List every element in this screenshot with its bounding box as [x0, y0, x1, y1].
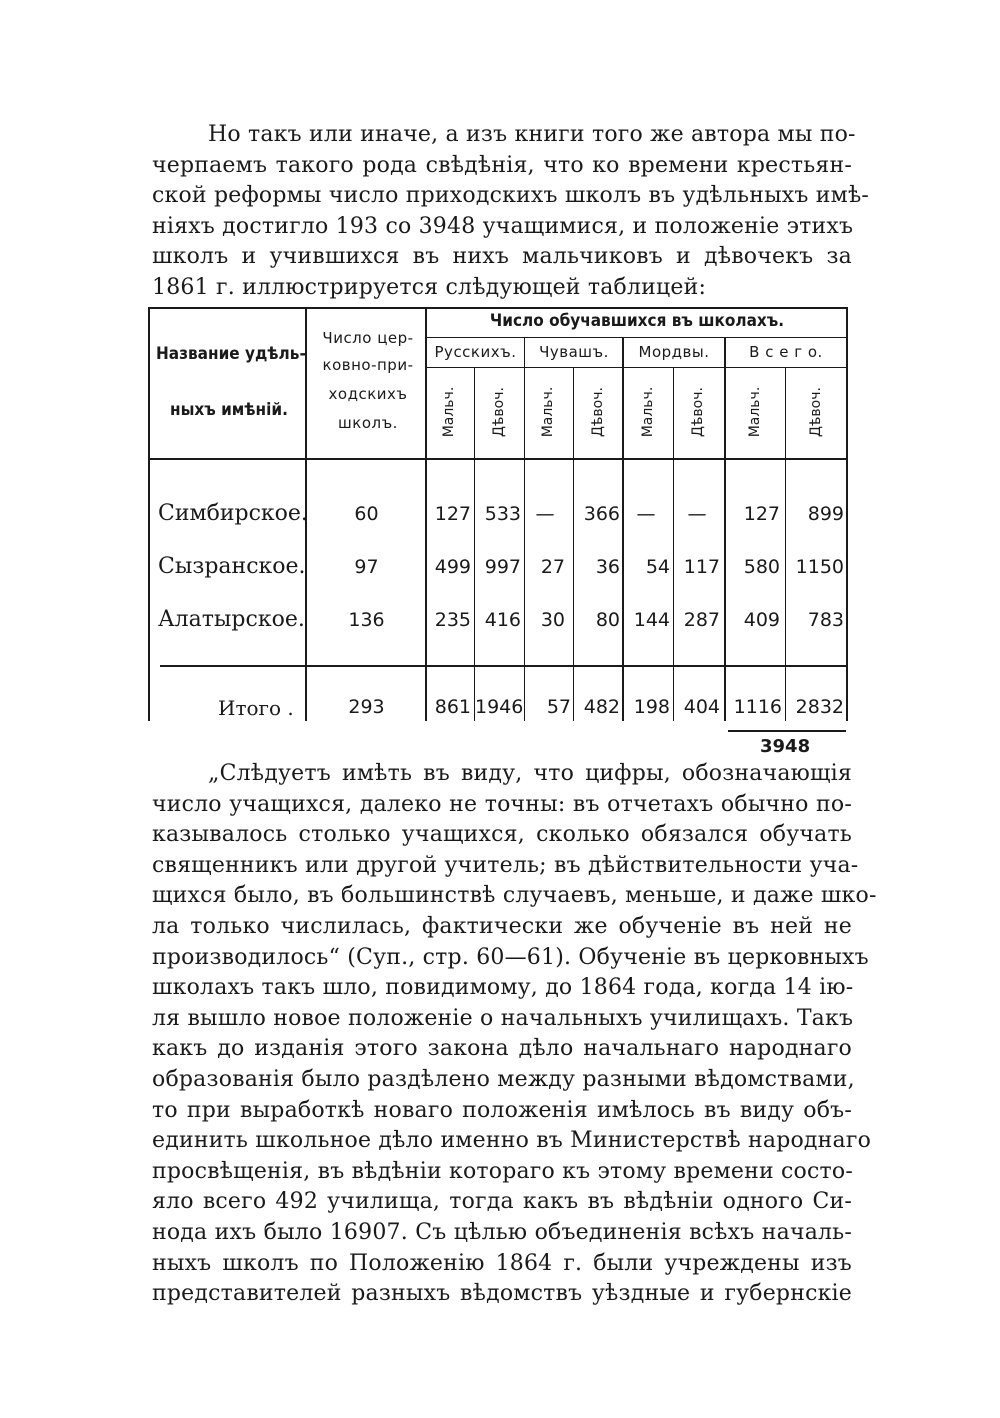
column-divider [524, 337, 525, 721]
text-line: ла только числилась, фактически же обученіе въ ней не [152, 913, 852, 939]
subheader-girls: Дѣвоч. [690, 387, 706, 437]
cell-value: 899 [807, 503, 844, 525]
subheader-boys: Мальч. [640, 386, 656, 438]
row-schools: 97 [354, 556, 379, 578]
column-divider [573, 367, 574, 721]
total-value: 2832 [795, 696, 844, 718]
column-divider [474, 367, 475, 721]
text-line: священникъ или другой учитель; въ дѣйствительности уча- [152, 852, 859, 878]
cell-value: 366 [583, 503, 620, 525]
total-value: 861 [434, 696, 471, 718]
group-total: В с е г о. [749, 343, 823, 361]
group-mordva: Мордвы. [638, 343, 710, 361]
text-line: яло всего 492 училища, тогда какъ въ вѣдѣніи одного Си- [152, 1189, 852, 1215]
text-line: 1861 г. иллюстрируется слѣдующей таблицей: [152, 274, 707, 300]
cell-value: 533 [484, 503, 521, 525]
subheader-girls: Дѣвоч. [590, 387, 606, 437]
subheader-boys: Мальч. [540, 386, 556, 438]
cell-value: 54 [645, 556, 670, 578]
cell-value: — [535, 503, 555, 525]
row-schools: 60 [354, 503, 379, 525]
text-line: то при выработкѣ новаго положенія имѣлось въ виду объ- [152, 1097, 852, 1123]
text-line: производилось“ (Суп., стр. 60—61). Обученіе въ церковныхъ [152, 944, 869, 970]
total-label: Итого . [218, 696, 294, 720]
text-line: образованія было раздѣлено между разными вѣдомствами, [152, 1066, 855, 1092]
text-line: нода ихъ было 16907. Съ цѣлью объединенія всѣхъ началь- [152, 1219, 852, 1245]
text-line: черпаемъ такого рода свѣдѣнія, что ко времени крестьян- [152, 152, 852, 178]
cell-value: — [687, 503, 707, 525]
cell-value: 144 [633, 609, 670, 631]
table-right-border [846, 307, 848, 721]
cell-value: 997 [484, 556, 521, 578]
subheader-girls: Дѣвоч. [491, 387, 507, 437]
text-line: школахъ такъ шло, повидимому, до 1864 года, когда 14 ію- [152, 975, 854, 1001]
total-value: 404 [683, 696, 720, 718]
cell-value: 287 [683, 609, 720, 631]
name-header-line: Название удѣль- [156, 344, 306, 364]
text-line: щихся было, въ большинствѣ случаевъ, меньше, и даже шко- [152, 883, 877, 909]
table-header-rule [148, 458, 848, 460]
cell-value: 127 [743, 503, 780, 525]
text-line: просвѣщенія, въ вѣдѣніи котораго къ этому времени состо- [152, 1158, 853, 1184]
subheader-girls: Дѣвоч. [808, 387, 824, 437]
column-divider [724, 337, 726, 721]
table-total-rule [160, 665, 848, 667]
text-line: ля вышло новое положеніе о начальныхъ училищахъ. Такъ [152, 1005, 854, 1031]
cell-value: 783 [807, 609, 844, 631]
cell-value: 1150 [795, 556, 844, 578]
cell-value: 80 [595, 609, 620, 631]
text-line: казывалось столько учащихся, сколько обязался обучать [152, 822, 852, 848]
row-name: Сызранское. [158, 554, 306, 579]
total-value: 1946 [475, 696, 524, 718]
total-value: 198 [633, 696, 670, 718]
schools-table [148, 307, 848, 727]
group-header-rule [425, 337, 848, 338]
subheader-boys: Мальч. [441, 386, 457, 438]
text-line: единить школьное дѣло именно въ Министерствѣ народнаго [152, 1128, 872, 1154]
total-value: 1116 [733, 696, 782, 718]
text-line: представителей разныхъ вѣдомствъ уѣздные и губернскіе [152, 1281, 852, 1307]
count-header-line: ковно-при- [322, 356, 414, 374]
cell-value: — [636, 503, 656, 525]
total-schools: 293 [348, 696, 385, 718]
text-line: „Слѣдуетъ имѣть въ виду, что цифры, обозначающія [208, 761, 852, 786]
paragraph-quote [152, 759, 877, 1310]
cell-value: 499 [434, 556, 471, 578]
cell-value: 580 [743, 556, 780, 578]
table-left-border [148, 307, 150, 721]
cell-value: 235 [434, 609, 471, 631]
cell-value: 27 [540, 556, 565, 578]
row-name: Алатырское. [158, 607, 305, 632]
cell-value: 117 [683, 556, 720, 578]
total-value: 57 [546, 696, 571, 718]
name-header-line: ныхъ имѣній. [170, 400, 288, 420]
column-divider [673, 367, 674, 721]
text-line: ской реформы число приходскихъ школъ въ удѣльныхъ имѣ- [152, 183, 870, 209]
text-line: какъ до изданія этого закона дѣло начальнаго народнаго [152, 1036, 852, 1062]
group-chuvash: Чувашъ. [539, 343, 609, 361]
text-line: число учащихся, далеко не точны: въ отчетахъ обычно по- [152, 791, 852, 817]
text-line: ніяхъ достигло 193 со 3948 учащимися, и положеніе этихъ [152, 213, 854, 239]
row-schools: 136 [348, 609, 385, 631]
text-line: школъ и учившихся въ нихъ мальчиковъ и дѣвочекъ за [152, 244, 852, 270]
total-value: 482 [583, 696, 620, 718]
grand-total-rule [728, 730, 846, 732]
column-divider [622, 337, 624, 721]
paragraph-intro [152, 120, 870, 304]
cell-value: 127 [434, 503, 471, 525]
group-russian: Русскихъ. [434, 343, 517, 361]
text-line: Но такъ или иначе, а изъ книги того же автора мы по- [208, 122, 856, 147]
column-divider [785, 367, 786, 721]
cell-value: 416 [484, 609, 521, 631]
cell-value: 409 [743, 609, 780, 631]
cell-value: 30 [540, 609, 565, 631]
grand-total: 3948 [760, 736, 811, 757]
text-line: ныхъ школъ по Положенію 1864 г. были учреждены изъ [152, 1250, 852, 1276]
cell-value: 36 [595, 556, 620, 578]
row-name: Симбирское. [158, 501, 308, 526]
subheader-boys: Мальч. [747, 386, 763, 438]
group-header: Число обучавшихся въ школахъ. [489, 311, 785, 331]
table-top-rule [148, 307, 848, 309]
count-header-line: Число цер- [322, 329, 414, 347]
count-header-line: ходскихъ [328, 385, 408, 403]
count-header-line: школъ. [338, 414, 398, 432]
